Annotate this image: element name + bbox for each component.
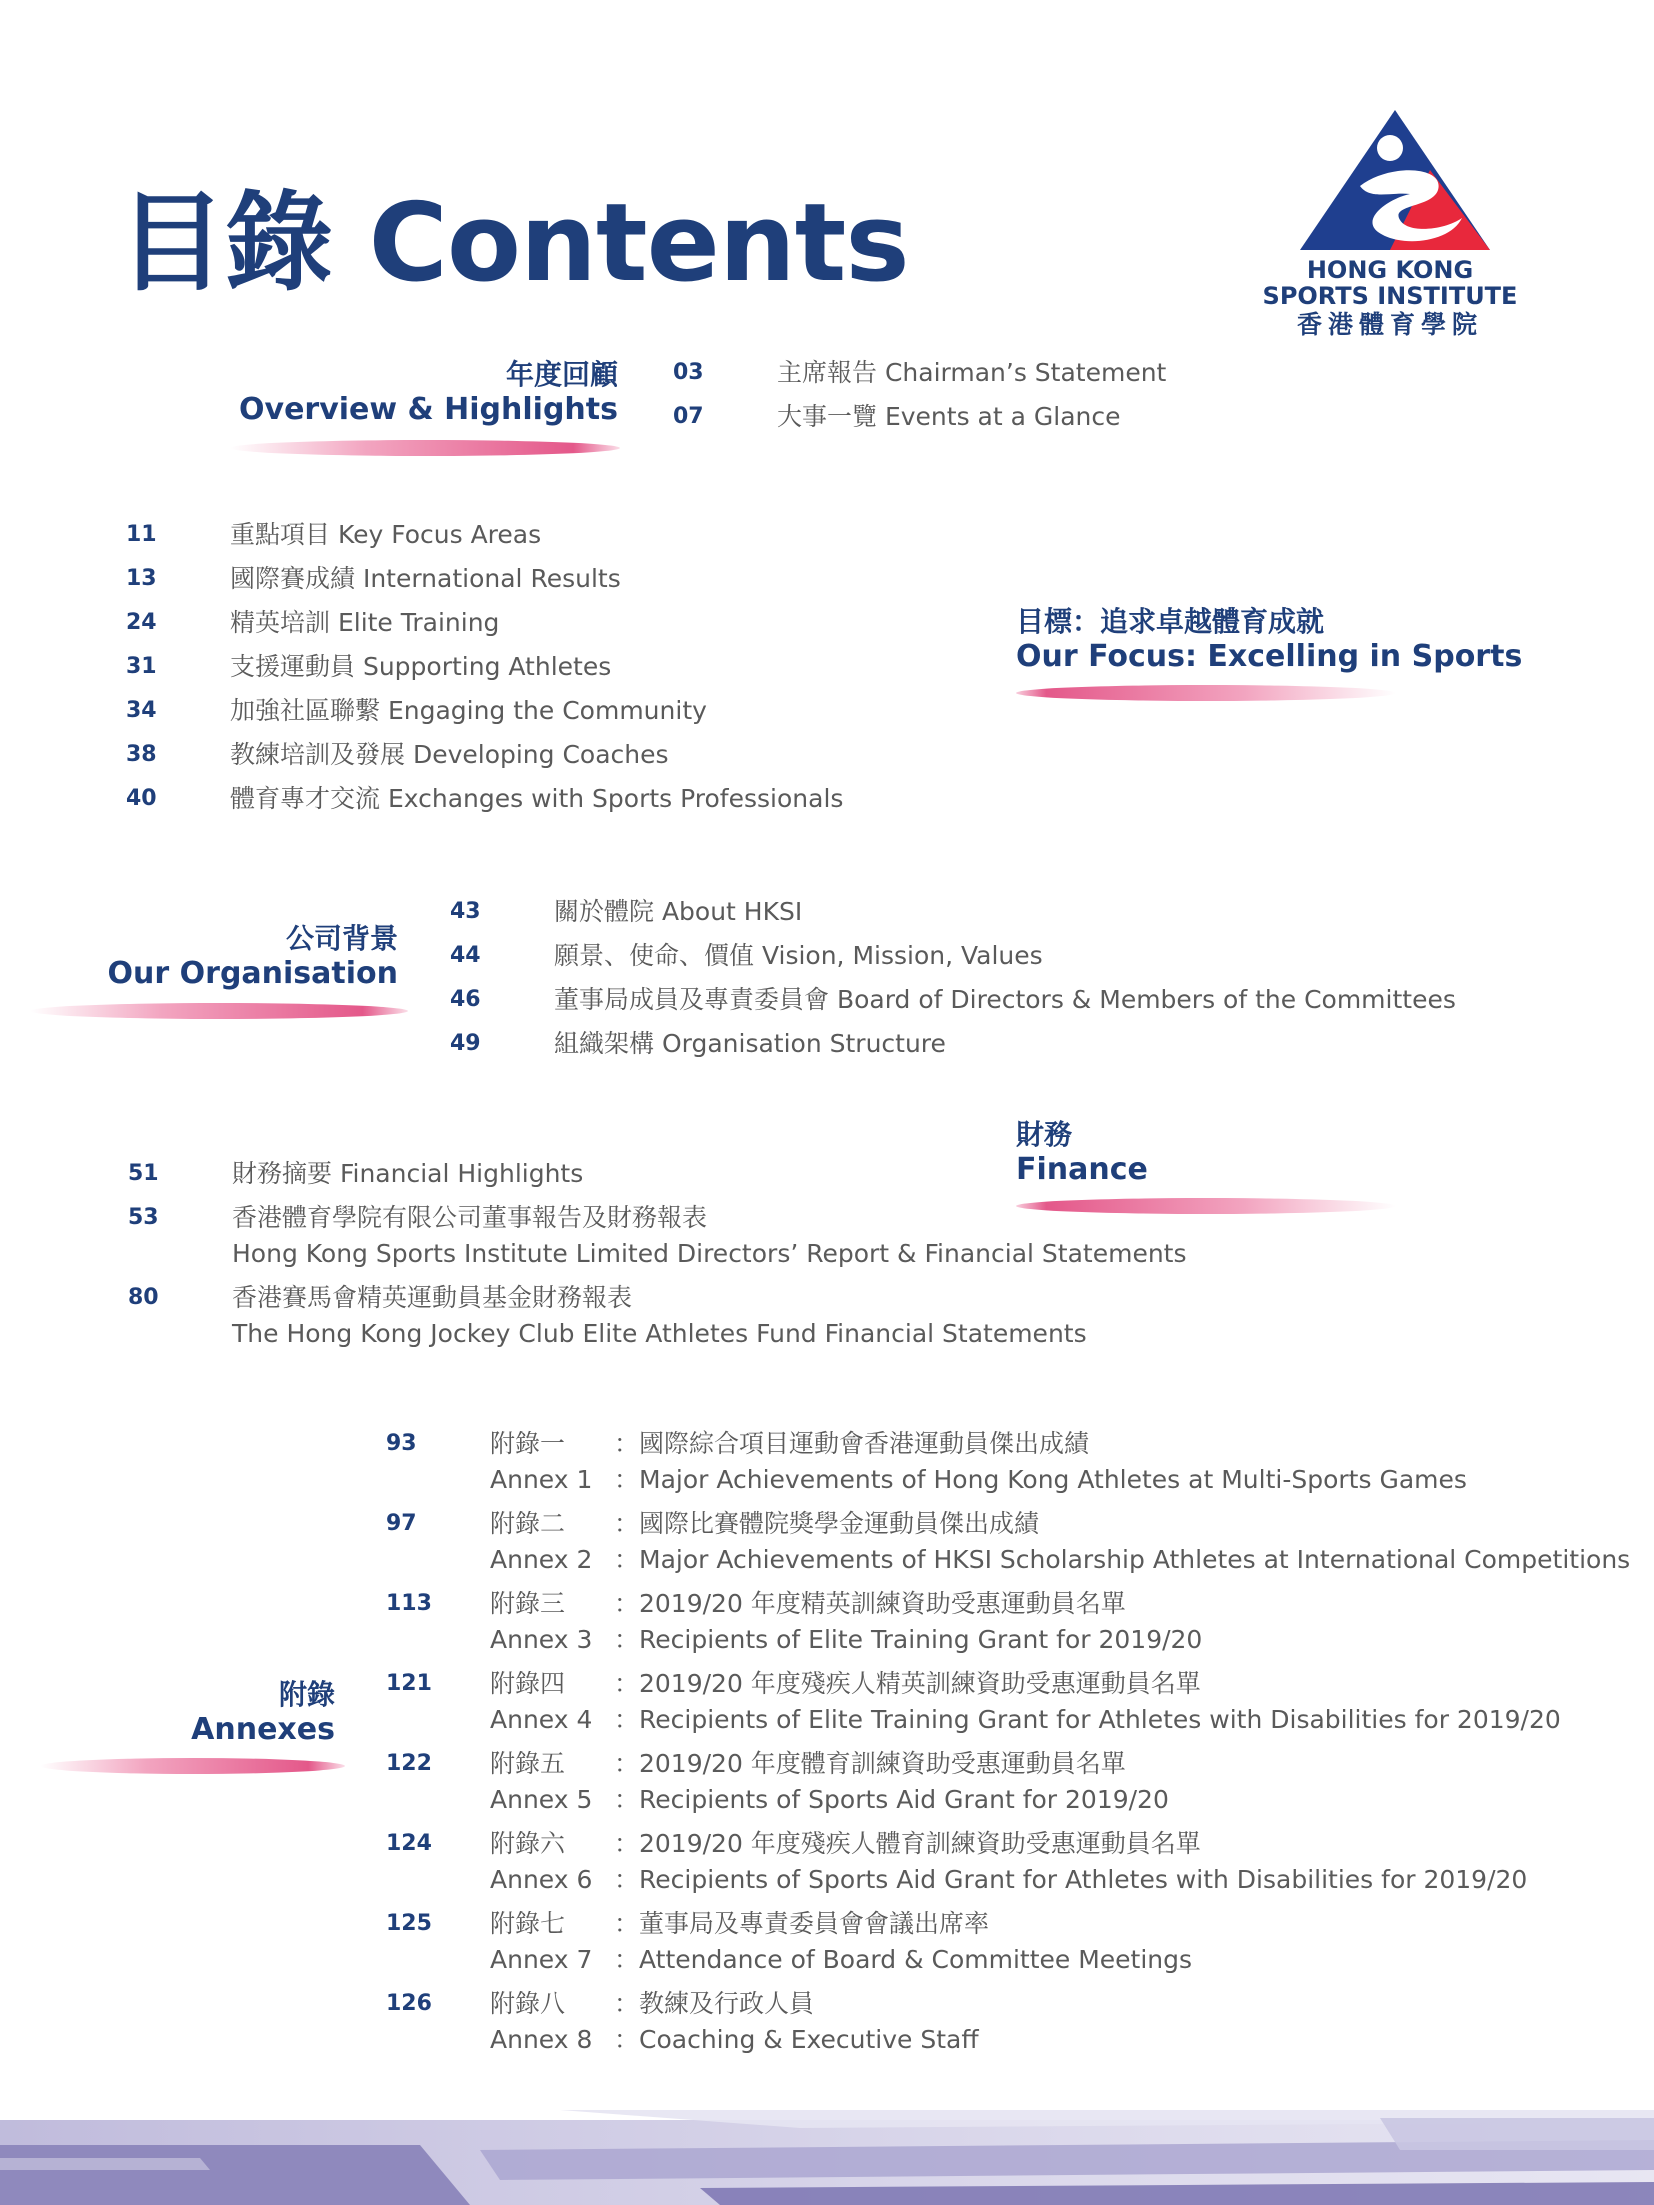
toc-page-number: 24 (126, 610, 157, 635)
annex-entry[interactable] (386, 1746, 1169, 1818)
annex-zh-title: ：2019/20 年度精英訓練資助受惠運動員名單 (614, 1589, 1126, 1618)
toc-entry-title: 重點項目 Key Focus Areas (230, 520, 542, 549)
annex-en-label: Annex 2 (490, 1545, 593, 1574)
toc-page-number: 11 (126, 522, 157, 547)
logo-text-line1: HONG KONG (1306, 256, 1474, 284)
toc-entry[interactable] (450, 938, 1043, 974)
toc-entry[interactable] (126, 737, 669, 773)
annex-zh-title: ：2019/20 年度體育訓練資助受惠運動員名單 (614, 1749, 1126, 1778)
toc-page-number: 126 (386, 1991, 432, 2016)
annex-en-title: ：Coaching & Executive Staff (614, 2025, 979, 2054)
annex-en-title: ：Recipients of Sports Aid Grant for Athletes with Disabilities for 2019/20 (614, 1865, 1528, 1894)
section-focus-heading (1016, 605, 1522, 675)
toc-entry-title-en: Hong Kong Sports Institute Limited Directors’ Report & Financial Statements (232, 1239, 1187, 1268)
hksi-logo-mark-icon (1240, 108, 1540, 258)
section-annexes-heading (40, 1678, 335, 1748)
section-overview-zh: 年度回顧 (505, 358, 618, 391)
toc-page-number: 53 (128, 1205, 159, 1230)
toc-page-number: 97 (386, 1511, 417, 1536)
page-title: 目錄 Contents (118, 181, 909, 306)
annex-en-label: Annex 1 (490, 1465, 593, 1494)
toc-page-number: 80 (128, 1285, 159, 1310)
hksi-logo (1240, 108, 1540, 343)
toc-entry-title: 主席報告 Chairman’s Statement (777, 358, 1167, 387)
footer-decorative-band (0, 2110, 1654, 2205)
toc-entry-title: 財務摘要 Financial Highlights (232, 1159, 584, 1188)
annex-entry[interactable] (386, 1826, 1527, 1898)
section-organisation-en: Our Organisation (107, 955, 398, 991)
annex-en-label: Annex 3 (490, 1625, 593, 1654)
annex-en-label: Annex 7 (490, 1945, 593, 1974)
toc-page-number: 40 (126, 786, 157, 811)
section-overview-swoosh (230, 440, 620, 456)
annex-en-label: Annex 6 (490, 1865, 593, 1894)
section-finance-en: Finance (1016, 1151, 1148, 1187)
toc-entry[interactable] (673, 355, 1166, 391)
toc-entry[interactable] (450, 1026, 946, 1062)
toc-entry[interactable] (450, 894, 802, 930)
toc-page-number: 113 (386, 1591, 432, 1616)
toc-entry-title-zh: 香港賽馬會精英運動員基金財務報表 (232, 1283, 633, 1312)
toc-page-number: 07 (673, 404, 704, 429)
section-organisation-zh: 公司背景 (285, 922, 398, 955)
toc-page-number: 51 (128, 1161, 159, 1186)
annex-en-label: Annex 4 (490, 1705, 593, 1734)
toc-entry[interactable] (128, 1280, 1087, 1352)
toc-entry-title: 組織架構 Organisation Structure (554, 1029, 946, 1058)
toc-page-number: 46 (450, 987, 481, 1012)
annex-en-title: ：Major Achievements of HKSI Scholarship Athletes at International Competitions (614, 1545, 1631, 1574)
toc-page-number: 125 (386, 1911, 432, 1936)
toc-entry-title: 加強社區聯繫 Engaging the Community (230, 696, 707, 725)
annex-zh-title: ：2019/20 年度殘疾人精英訓練資助受惠運動員名單 (614, 1669, 1201, 1698)
toc-entry-title: 國際賽成績 International Results (230, 564, 621, 593)
section-overview-heading (200, 358, 618, 428)
toc-entry-title: 願景、使命、價值 Vision, Mission, Values (554, 941, 1043, 970)
toc-entry[interactable] (126, 517, 541, 553)
toc-page-number: 38 (126, 742, 157, 767)
logo-text-line2: SPORTS INSTITUTE (1262, 282, 1518, 310)
annex-zh-label: 附錄二 (490, 1509, 566, 1538)
annex-zh-label: 附錄三 (490, 1589, 566, 1618)
logo-text-line3: 香港體育學院 (1296, 310, 1483, 339)
toc-entry-title: 支援運動員 Supporting Athletes (230, 652, 612, 681)
annex-entry[interactable] (386, 1906, 1192, 1978)
annex-en-title: ：Major Achievements of Hong Kong Athletes at Multi-Sports Games (614, 1465, 1467, 1494)
section-focus-en: Our Focus: Excelling in Sports (1016, 638, 1523, 674)
annex-zh-label: 附錄六 (490, 1829, 566, 1858)
toc-page-number: 13 (126, 566, 157, 591)
annex-en-label: Annex 5 (490, 1785, 593, 1814)
section-annexes-swoosh (40, 1758, 345, 1774)
toc-entry[interactable] (126, 561, 621, 597)
toc-page-number: 03 (673, 360, 704, 385)
section-focus-zh: 目標：追求卓越體育成就 (1016, 605, 1325, 638)
toc-entry[interactable] (126, 781, 843, 817)
annex-zh-label: 附錄七 (490, 1909, 566, 1938)
section-annexes-zh: 附錄 (278, 1678, 335, 1711)
toc-page-number: 93 (386, 1431, 417, 1456)
toc-entry[interactable] (128, 1156, 583, 1192)
section-focus-swoosh (1016, 685, 1396, 701)
annex-en-title: ：Attendance of Board & Committee Meetings (614, 1945, 1193, 1974)
section-organisation-heading (30, 922, 398, 992)
annex-zh-title: ：董事局及專責委員會會議出席率 (614, 1909, 990, 1938)
toc-entry-title: 關於體院 About HKSI (554, 897, 803, 926)
annex-entry[interactable] (386, 1586, 1202, 1658)
section-finance-zh: 財務 (1016, 1118, 1073, 1151)
annex-en-title: ：Recipients of Sports Aid Grant for 2019/20 (614, 1785, 1169, 1814)
section-overview-en: Overview & Highlights (239, 391, 618, 427)
toc-page-number: 43 (450, 899, 481, 924)
section-organisation-swoosh (30, 1003, 408, 1019)
annex-entry[interactable] (386, 1506, 1630, 1578)
annex-zh-label: 附錄四 (490, 1669, 566, 1698)
annex-zh-label: 附錄八 (490, 1989, 566, 2018)
annex-entry[interactable] (386, 1986, 979, 2058)
toc-entry-title: 董事局成員及專責委員會 Board of Directors & Members of the Committees (554, 985, 1456, 1014)
annex-en-title: ：Recipients of Elite Training Grant for Athletes with Disabilities for 2019/20 (614, 1705, 1561, 1734)
annex-entry[interactable] (386, 1426, 1467, 1498)
toc-page-number: 121 (386, 1671, 432, 1696)
toc-entry-title: 教練培訓及發展 Developing Coaches (230, 740, 669, 769)
annex-zh-label: 附錄一 (490, 1429, 566, 1458)
section-annexes-en: Annexes (191, 1711, 335, 1747)
annex-en-label: Annex 8 (490, 2025, 593, 2054)
toc-page-number: 124 (386, 1831, 432, 1856)
toc-entry[interactable] (673, 399, 1120, 435)
annex-zh-title: ：國際綜合項目運動會香港運動員傑出成績 (614, 1429, 1090, 1458)
annex-en-title: ：Recipients of Elite Training Grant for 2019/20 (614, 1625, 1203, 1654)
toc-page-number: 34 (126, 698, 157, 723)
toc-entry[interactable] (126, 649, 611, 685)
section-finance-heading (1016, 1118, 1148, 1188)
toc-entry-title-en: The Hong Kong Jockey Club Elite Athletes Fund Financial Statements (232, 1319, 1087, 1348)
annex-zh-title: ：國際比賽體院獎學金運動員傑出成績 (614, 1509, 1040, 1538)
toc-entry[interactable] (126, 693, 707, 729)
toc-page-number: 122 (386, 1751, 432, 1776)
toc-entry-title: 精英培訓 Elite Training (230, 608, 500, 637)
annex-entry[interactable] (386, 1666, 1561, 1738)
toc-entry-title: 大事一覽 Events at a Glance (777, 402, 1121, 431)
annex-zh-title: ：教練及行政人員 (614, 1989, 815, 2018)
toc-entry[interactable] (126, 605, 499, 641)
annex-zh-label: 附錄五 (490, 1749, 566, 1778)
toc-page-number: 49 (450, 1031, 481, 1056)
toc-entry-title-zh: 香港體育學院有限公司董事報告及財務報表 (232, 1203, 708, 1232)
toc-entry[interactable] (450, 982, 1456, 1018)
toc-page-number: 31 (126, 654, 157, 679)
toc-page-number: 44 (450, 943, 481, 968)
toc-entry[interactable] (128, 1200, 1187, 1272)
annex-zh-title: ：2019/20 年度殘疾人體育訓練資助受惠運動員名單 (614, 1829, 1201, 1858)
toc-entry-title: 體育專才交流 Exchanges with Sports Professionals (230, 784, 844, 813)
